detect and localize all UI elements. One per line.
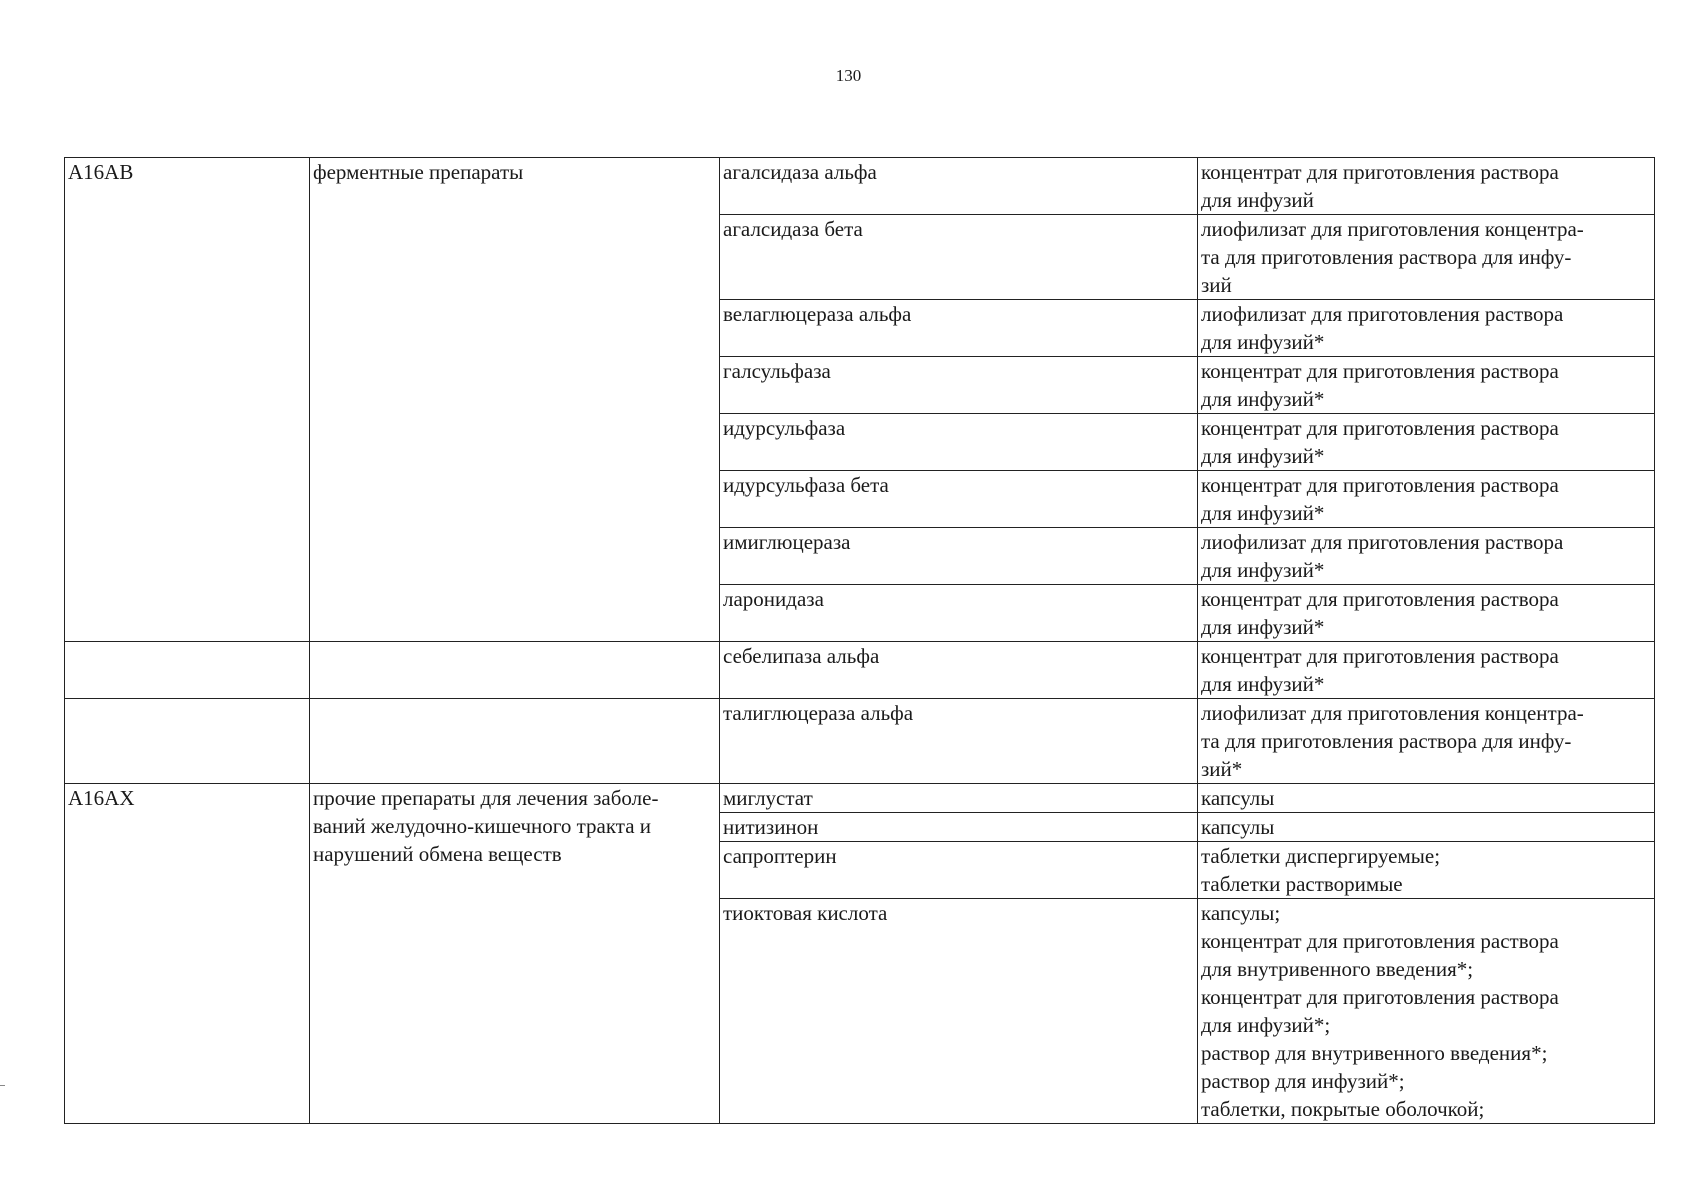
dosage-form-cell: капсулы; концентрат для приготовления раствора для внутривенного введения*; концентрат для приготовления раствора для инфузий*; раствор для внутривенного введения*; раствор для инфузий*; таблетки, покрытые оболочкой; <box>1198 899 1655 1124</box>
atc-code-cell: A16AX <box>65 784 310 1124</box>
dosage-form-cell: концентрат для приготовления раствора для инфузий* <box>1198 585 1655 642</box>
scan-margin-mark <box>0 1085 5 1086</box>
table-row <box>65 699 1655 784</box>
pharmacological-group-cell: прочие препараты для лечения заболе- ваний желудочно-кишечного тракта и нарушений обмена веществ <box>310 784 720 1124</box>
drug-name-cell: миглустат <box>720 784 1198 813</box>
dosage-form-cell: лиофилизат для приготовления раствора для инфузий* <box>1198 528 1655 585</box>
drug-name-cell: галсульфаза <box>720 357 1198 414</box>
dosage-form-cell: концентрат для приготовления раствора для инфузий* <box>1198 414 1655 471</box>
drug-name-cell: агалсидаза бета <box>720 215 1198 300</box>
page-number: 130 <box>835 66 862 85</box>
drug-name-cell: талиглюцераза альфа <box>720 699 1198 784</box>
dosage-form-cell: капсулы <box>1198 784 1655 813</box>
table-row <box>65 784 1655 813</box>
dosage-form-cell: лиофилизат для приготовления концентра- та для приготовления раствора для инфу- зий <box>1198 215 1655 300</box>
pharmacological-group-cell <box>310 699 720 784</box>
dosage-form-cell: капсулы <box>1198 813 1655 842</box>
atc-code-cell <box>65 699 310 784</box>
drug-name-cell: ларонидаза <box>720 585 1198 642</box>
table-row <box>65 158 1655 215</box>
pharmacological-group-cell <box>310 642 720 699</box>
dosage-form-cell: лиофилизат для приготовления концентра- та для приготовления раствора для инфу- зий* <box>1198 699 1655 784</box>
dosage-form-cell: концентрат для приготовления раствора для инфузий* <box>1198 357 1655 414</box>
drug-name-cell: тиоктовая кислота <box>720 899 1198 1124</box>
dosage-form-cell: концентрат для приготовления раствора для инфузий <box>1198 158 1655 215</box>
drug-name-cell: агалсидаза альфа <box>720 158 1198 215</box>
dosage-form-cell: таблетки диспергируемые; таблетки растворимые <box>1198 842 1655 899</box>
atc-code-cell <box>65 642 310 699</box>
drug-name-cell: идурсульфаза бета <box>720 471 1198 528</box>
drug-list-table <box>64 157 1655 1124</box>
dosage-form-cell: лиофилизат для приготовления раствора для инфузий* <box>1198 300 1655 357</box>
drug-name-cell: сапроптерин <box>720 842 1198 899</box>
drug-name-cell: идурсульфаза <box>720 414 1198 471</box>
drug-name-cell: имиглюцераза <box>720 528 1198 585</box>
drug-name-cell: велаглюцераза альфа <box>720 300 1198 357</box>
drug-name-cell: себелипаза альфа <box>720 642 1198 699</box>
dosage-form-cell: концентрат для приготовления раствора для инфузий* <box>1198 642 1655 699</box>
atc-code-cell: A16AB <box>65 158 310 642</box>
dosage-form-cell: концентрат для приготовления раствора для инфузий* <box>1198 471 1655 528</box>
pharmacological-group-cell: ферментные препараты <box>310 158 720 642</box>
drug-name-cell: нитизинон <box>720 813 1198 842</box>
table-row <box>65 642 1655 699</box>
